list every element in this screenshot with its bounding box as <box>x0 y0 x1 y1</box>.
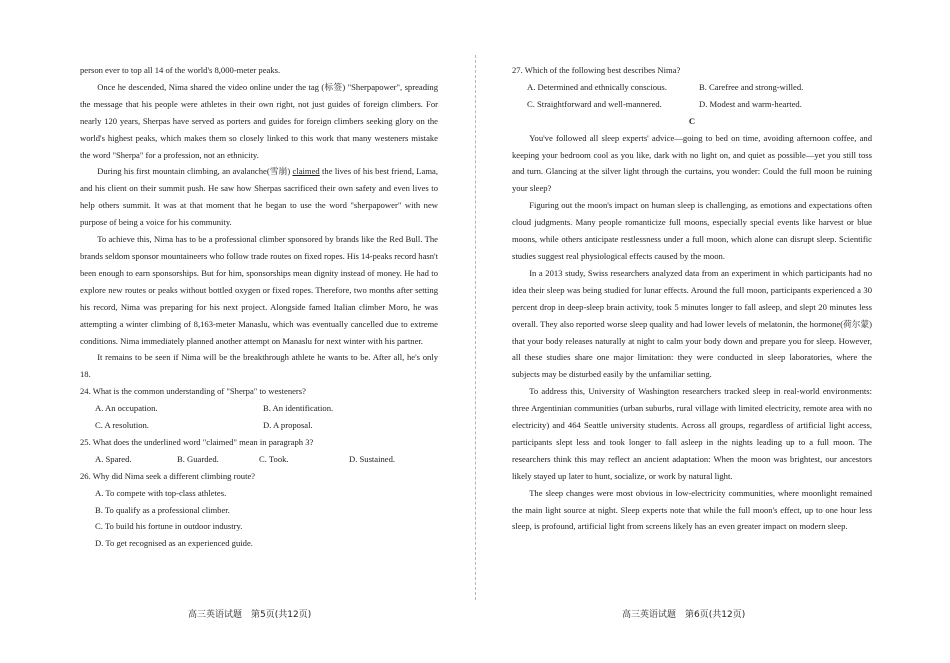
passage-b-paragraph-5: It remains to be seen if Nima will be the breakthrough athlete he wants to be. After all, he's only 18. <box>80 352 438 380</box>
passage-c-paragraph-5: The sleep changes were most obvious in low-electricity communities, where moonlight remained the main light source at night. Sleep experts note that while the full moon's effect, up to one hour less sleep, is profound, artificial light from screens likely has an even greater impact on modern sleep. <box>512 487 872 532</box>
q27-option-a: A. Determined and ethnically conscious. <box>527 81 667 92</box>
q26-option-d: D. To get recognised as an experienced guide. <box>95 538 253 549</box>
q24-option-c: C. A resolution. <box>95 420 149 431</box>
page-fold-divider <box>475 55 476 600</box>
page-5-footer: 高三英语试题 第5页(共12页) <box>188 610 312 620</box>
passage-c-paragraph-1: You've followed all sleep experts' advice—going to bed on time, avoiding afternoon coffee, and keeping your bedroom cool as you like, dark with no light on, and quiet as possible—yet you still toss and turn. Glancing at the silver light through the curtains, you wonder: Could the full moon be ruining your sleep? <box>512 132 872 194</box>
section-c-heading: C <box>688 115 696 126</box>
question-24-options <box>95 400 438 434</box>
left-page <box>80 62 438 552</box>
page-6-footer: 高三英语试题 第6页(共12页) <box>622 610 746 620</box>
q24-option-d: D. A proposal. <box>263 420 313 431</box>
passage-b-paragraph-3 <box>80 163 438 231</box>
q27-option-b: B. Carefree and strong-willed. <box>699 81 804 92</box>
paragraph-3-lead: During his first mountain climbing, an avalanche(雪崩) <box>97 166 293 177</box>
q26-option-a: A. To compete with top-class athletes. <box>95 487 227 498</box>
q25-option-c: C. Took. <box>259 453 289 464</box>
q25-option-d: D. Sustained. <box>349 453 396 464</box>
question-25-options <box>95 451 438 468</box>
passage-c-paragraph-4: To address this, University of Washington researchers tracked sleep in real-world environments: three Argentinian communities (urban suburbs, rural village with limited electricity, remote area with no electricity) and 464 Seattle university students. Across all groups, regardless of artificial light access, participants slept less and took longer to fall asleep in the nights leading up to a full moon. The researchers think this may reflect an ancient adaptation: When the moon was brightest, our ancestors likely stayed up later to hunt, socialize, or work by natural light. <box>512 386 872 481</box>
question-25-stem: 25. What does the underlined word "claimed" mean in paragraph 3? <box>80 436 314 447</box>
q25-option-b: B. Guarded. <box>177 453 219 464</box>
question-26-options <box>95 485 438 553</box>
q27-option-d: D. Modest and warm-hearted. <box>699 98 802 109</box>
q25-option-a: A. Spared. <box>95 453 132 464</box>
passage-b-paragraph-4: To achieve this, Nima has to be a professional climber sponsored by brands like the Red Bull. The brands seldom sponsor mountaineers who follow trade routes on fixed ropes. His 14-peaks record hasn't been enough to earn sponsorships. But for him, sponsorships mean dignity instead of money. He had to explore new routes or peaks without bottled oxygen or fixed ropes. Therefore, two months after setting his record, Nima was preparing for his next project. Alongside famed Italian climber Moro, he was attempting a winter climbing of 8,163-meter Manaslu, which was eventually cancelled due to extreme conditions. Nima immediately planned another attempt on Manaslu for next winter with his partner. <box>80 234 438 346</box>
question-26-stem: 26. Why did Nima seek a different climbing route? <box>80 470 256 481</box>
right-page <box>512 62 872 535</box>
q27-option-c: C. Straightforward and well-mannered. <box>527 98 662 109</box>
q24-option-b: B. An identification. <box>263 403 334 414</box>
q26-option-c: C. To build his fortune in outdoor industry. <box>95 521 243 532</box>
passage-b-paragraph-1: person ever to top all 14 of the world's 8,000-meter peaks. <box>80 65 281 75</box>
question-27-stem: 27. Which of the following best describes Nima? <box>512 65 681 75</box>
passage-c-paragraph-2: Figuring out the moon's impact on human sleep is challenging, as emotions and expectations often cloud judgments. Many people romanticize full moons, especially special events like harvest or blue moons, while others anticipate restlessness under a full moon, which alone can disrupt sleep. Scientific studies suggest real physiological effects caused by the moon. <box>512 200 872 261</box>
paragraph-3-rest: the lives of his best friend, Lama, and his client on their summit push. He saw how Sherpas sacrificed their own safety and even lives to help others summit. It was at that moment that he began to use the word "sherpapower" with new purpose of being a voice for his community. <box>80 166 438 228</box>
passage-c-paragraph-3: In a 2013 study, Swiss researchers analyzed data from an experiment in which participants had no idea their sleep was being studied for lunar effects. Around the full moon, participants experienced a 30 percent drop in deep-sleep brain activity, took 5 minutes longer to fall asleep, and slept 20 minutes less overall. They also reported worse sleep quality and had lower levels of melatonin, the hormone(荷尔蒙) that your body releases naturally at night to calm your body down and prepare you for sleep. However, all these studies share one major limitation: they were conducted in sleep laboratories, where the subjects may be disturbed easily by the unfamiliar setting. <box>512 267 872 380</box>
q24-option-a: A. An occupation. <box>95 403 158 414</box>
question-24-stem: 24. What is the common understanding of "Sherpa" to westeners? <box>80 386 306 397</box>
question-27-options <box>527 79 872 113</box>
q26-option-b: B. To qualify as a professional climber. <box>95 504 230 515</box>
underlined-word-claimed: claimed <box>292 166 320 177</box>
passage-b-paragraph-2: Once he descended, Nima shared the video online under the tag (标签) "Sherpapower", spreading the message that his people were athletes in their own right, not just guides of foreign climbers. For nearly 120 years, Sherpas have served as porters and guides for foreign climbers seeking glory on the world's highest peaks, which makes them so closely linked to this work that many westeners mistake the word "Sherpa" for a profession, not an ethnicity. <box>80 81 438 160</box>
